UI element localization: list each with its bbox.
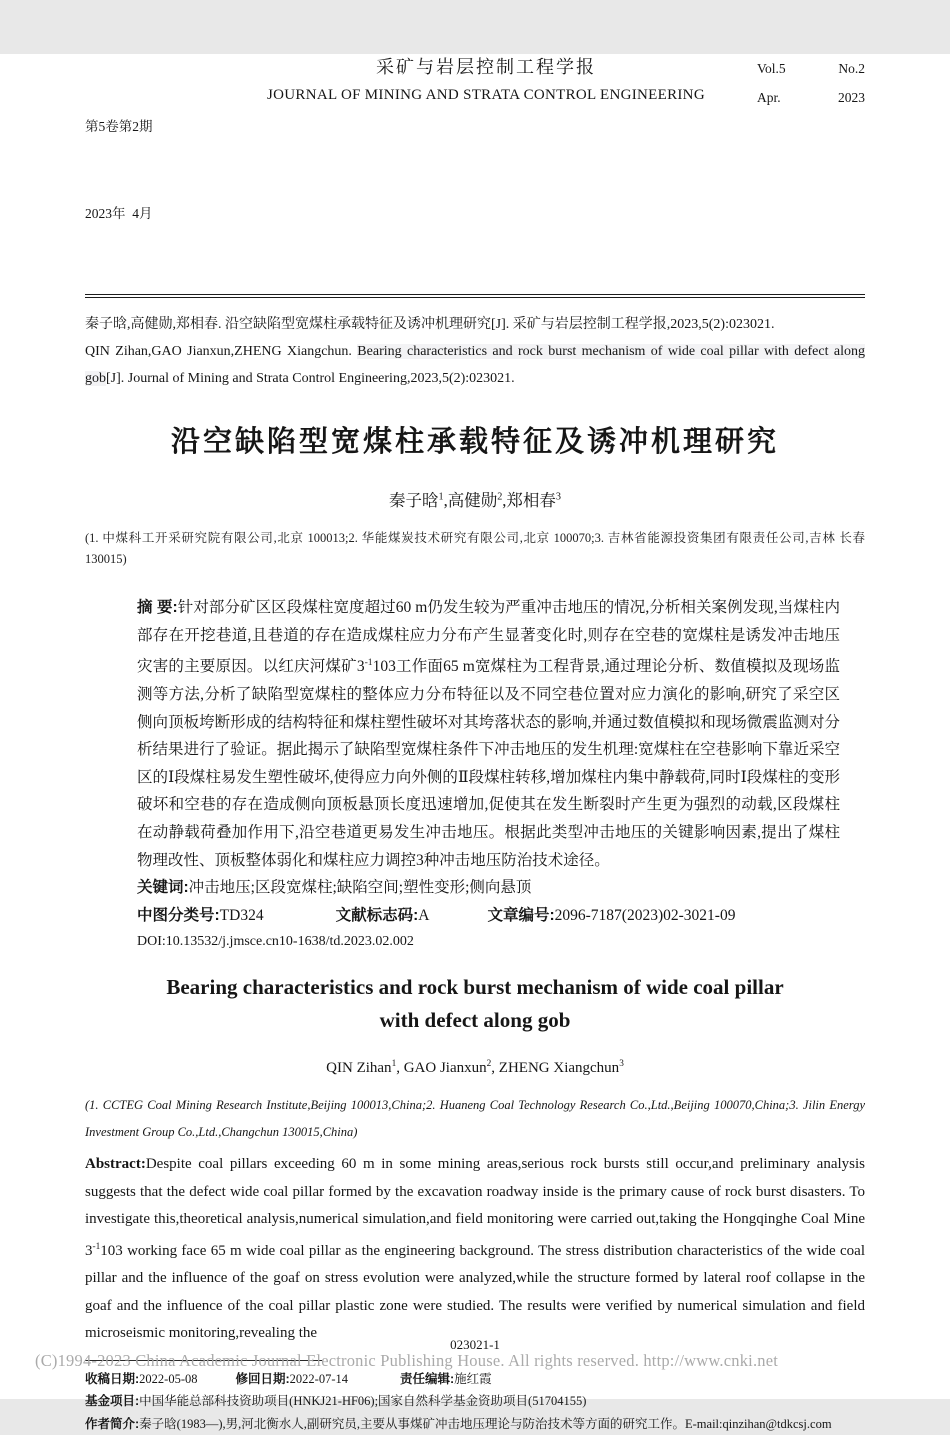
author-cn-3: ,郑相春: [502, 491, 556, 510]
footnote-author-bio: [85, 1413, 865, 1435]
classification-row: [137, 902, 840, 930]
abstract-block-cn: [137, 594, 840, 955]
abstract-en-part2: 103 working face 65 m wide coal pillar as the engineering background. The stress distribution characteristics of the wide coal pillar and the influence of the goaf on stress evolution were analyzed,while the structure formed by lateral roof collapse in the goaf and the influence of the coal pillar plastic zone were studied. The results were verified by numerical simulation and field microseismic monitoring,revealing the: [85, 1242, 865, 1342]
authors-cn: [85, 487, 865, 511]
issue-date-cn: 2023年 4月: [85, 206, 153, 221]
date-en: [757, 83, 865, 112]
author-bio-label: 作者简介:: [85, 1416, 140, 1431]
footnote-funding: [85, 1390, 865, 1413]
clc-value: TD324: [219, 906, 264, 924]
paper-page: [0, 54, 950, 1431]
citation-cn-text: 秦子晗,高健勋,郑相春. 沿空缺陷型宽煤柱承载特征及诱冲机理研究[J]. 采矿与岩层控制工程学报,2023,5(2):023021.: [85, 317, 775, 332]
document-code-label: 文献标志码:: [335, 906, 419, 924]
abstract-en-superscript: -1: [92, 1241, 101, 1252]
article-id-label: 文章编号:: [487, 906, 555, 924]
abstract-label-en: Abstract:: [85, 1156, 146, 1173]
clc-label: 中图分类号:: [137, 906, 220, 924]
page-content: [85, 54, 865, 1435]
issue-en: No.2: [838, 61, 865, 76]
masthead-left: [85, 54, 215, 286]
doi: DOI:10.13532/j.jmsce.cn10-1638/td.2023.02.002: [137, 934, 414, 950]
author-en-3-affmark: 3: [619, 1059, 624, 1070]
abstract-label-cn: 摘 要:: [137, 599, 178, 616]
abstract-cn: [137, 594, 840, 874]
journal-masthead: [85, 54, 865, 286]
volume-issue-cn: 第5卷第2期: [85, 119, 153, 134]
journal-name-en: JOURNAL OF MINING AND STRATA CONTROL ENGINEERING: [267, 87, 705, 103]
month-en: Apr.: [757, 90, 781, 105]
author-en-1-affmark: 1: [391, 1059, 397, 1070]
masthead-right: [757, 54, 865, 112]
article-title-en: Bearing characteristics and rock burst mechanism of wide coal pillar with defect along gob: [166, 975, 784, 1033]
abstract-cn-part2: 103工作面65 m宽煤柱为工程背景,通过理论分析、数值模拟及现场监测等方法,分析了缺陷型宽煤柱的整体应力分布特征以及不同空巷位置对应力演化的影响,研究了采空区侧向顶板垮断形成的结构特征和煤柱塑性破坏对其垮落状态的影响,并通过数值模拟和现场微震监测对分析结果进行了验证。据此揭示了缺陷型宽煤柱条件下冲击地压的发生机理:宽煤柱在空巷影响下靠近采空区的Ⅰ段煤柱易发生塑性破坏,使得应力向外侧的Ⅱ段煤柱转移,增加煤柱内集中静载荷,同时Ⅰ段煤柱的变形破坏和空巷的存在造成侧向顶板悬顶长度迅速增加,促使其在发生断裂时产生更为强烈的动载,区段煤柱在动静载荷叠加作用下,沿空巷道更易发生冲击地压。根据此类型冲击地压的关键影响因素,提出了煤柱物理改性、顶板整体弱化和煤柱应力调控3种冲击地压防治技术途径。: [137, 658, 840, 869]
received-label: 收稿日期:: [85, 1371, 140, 1386]
cnki-watermark: (C)1994-2023 China Academic Journal Electronic Publishing House. All rights reserved. http://www.cnki.net: [35, 1351, 779, 1370]
received-date: 2022-05-08: [139, 1371, 198, 1386]
author-en-3: , ZHENG Xiangchun: [491, 1060, 620, 1077]
document-code: [336, 902, 430, 930]
citation-cn: [85, 311, 865, 338]
article-title-cn: 沿空缺陷型宽煤柱承载特征及诱冲机理研究: [170, 426, 779, 458]
citation-en-title-highlight: Bearing characteristics and rock burst mechanism of wide coal pillar with defect along gob: [85, 344, 865, 386]
editor-label: 责任编辑:: [400, 1371, 455, 1386]
document-code-value: A: [418, 906, 430, 924]
author-en-1: QIN Zihan: [326, 1060, 392, 1077]
funding-label: 基金项目:: [85, 1394, 140, 1409]
volume-en: Vol.5: [757, 61, 786, 76]
abstract-en: [85, 1151, 865, 1348]
abstract-en-part1: Despite coal pillars exceeding 60 m in some mining areas,serious rock bursts still occur,and preliminary analysis suggests that the defect wide coal pillar formed by the excavation roadway inside is the primary cause of rock burst disasters. To investigate this,theoretical analysis,numerical simulation,and field monitoring were carried out,taking the Hongqinghe Coal Mine 3: [85, 1156, 865, 1259]
footnote-block: [85, 1360, 865, 1435]
year-en: 2023: [838, 90, 865, 105]
masthead-center: [215, 54, 757, 110]
article-id: [487, 902, 735, 930]
page-number: 023021-1: [450, 1337, 500, 1352]
revised-label: 修回日期:: [235, 1371, 290, 1386]
author-cn-1-affmark: 1: [438, 491, 444, 503]
volume-number-en: [757, 54, 865, 83]
author-en-2-affmark: 2: [486, 1059, 492, 1070]
clc-number: [137, 902, 264, 930]
author-en-2: , GAO Jianxun: [396, 1060, 487, 1077]
author-bio-text: 秦子晗(1983—),男,河北衡水人,副研究员,主要从事煤矿冲击地压理论与防治技术等方面的研究工作。E-mail:qinzihan@tdkcsj.com: [139, 1416, 832, 1431]
affiliations-en: (1. CCTEG Coal Mining Research Institute,Beijing 100013,China;2. Huaneng Coal Technology Research Co.,Ltd.,Beijing 100070,China;3. Jilin Energy Investment Group Co.,Ltd.,Changchun 130015,China): [85, 1098, 865, 1140]
footnote-dates: [85, 1368, 865, 1391]
citation-en: [85, 338, 865, 392]
revised-date: 2022-07-14: [289, 1371, 348, 1386]
keywords-label: 关键词:: [137, 879, 189, 897]
author-cn-3-affmark: 3: [555, 491, 562, 503]
keywords-text: 冲击地压;区段宽煤柱;缺陷空间;塑性变形;侧向悬顶: [188, 879, 532, 897]
authors-en: [85, 1059, 865, 1077]
author-cn-2-affmark: 2: [497, 491, 503, 503]
affiliations-cn: (1. 中煤科工开采研究院有限公司,北京 100013;2. 华能煤炭技术研究有限公司,北京 100070;3. 吉林省能源投资集团有限责任公司,吉林 长春 130015): [85, 531, 865, 566]
abstract-cn-superscript: -1: [364, 657, 373, 669]
citation-en-authors: QIN Zihan,GAO Jianxun,ZHENG Xiangchun.: [85, 344, 358, 359]
keywords-cn: [137, 874, 840, 902]
journal-name-cn: 采矿与岩层控制工程学报: [376, 57, 596, 77]
author-cn-1: 秦子晗: [388, 491, 439, 510]
abstract-cn-part1: 针对部分矿区区段煤柱宽度超过60 m仍发生较为严重冲击地压的情况,分析相关案例发现,当煤柱内部存在开挖巷道,且巷道的存在造成煤柱应力分布产生显著变化时,则存在空巷的宽煤柱是诱发冲击地压灾害的主要原因。以红庆河煤矿3: [137, 599, 841, 676]
editor-name: 施红霞: [454, 1371, 492, 1386]
citation-en-tail: [J]. Journal of Mining and Strata Control Engineering,2023,5(2):023021.: [106, 371, 515, 386]
masthead-divider: [85, 294, 865, 298]
article-id-value: 2096-7187(2023)02-3021-09: [554, 906, 736, 924]
funding-text: 中国华能总部科技资助项目(HNKJ21-HF06);国家自然科学基金资助项目(51704155): [139, 1394, 587, 1409]
author-cn-2: ,高健勋: [443, 491, 498, 510]
